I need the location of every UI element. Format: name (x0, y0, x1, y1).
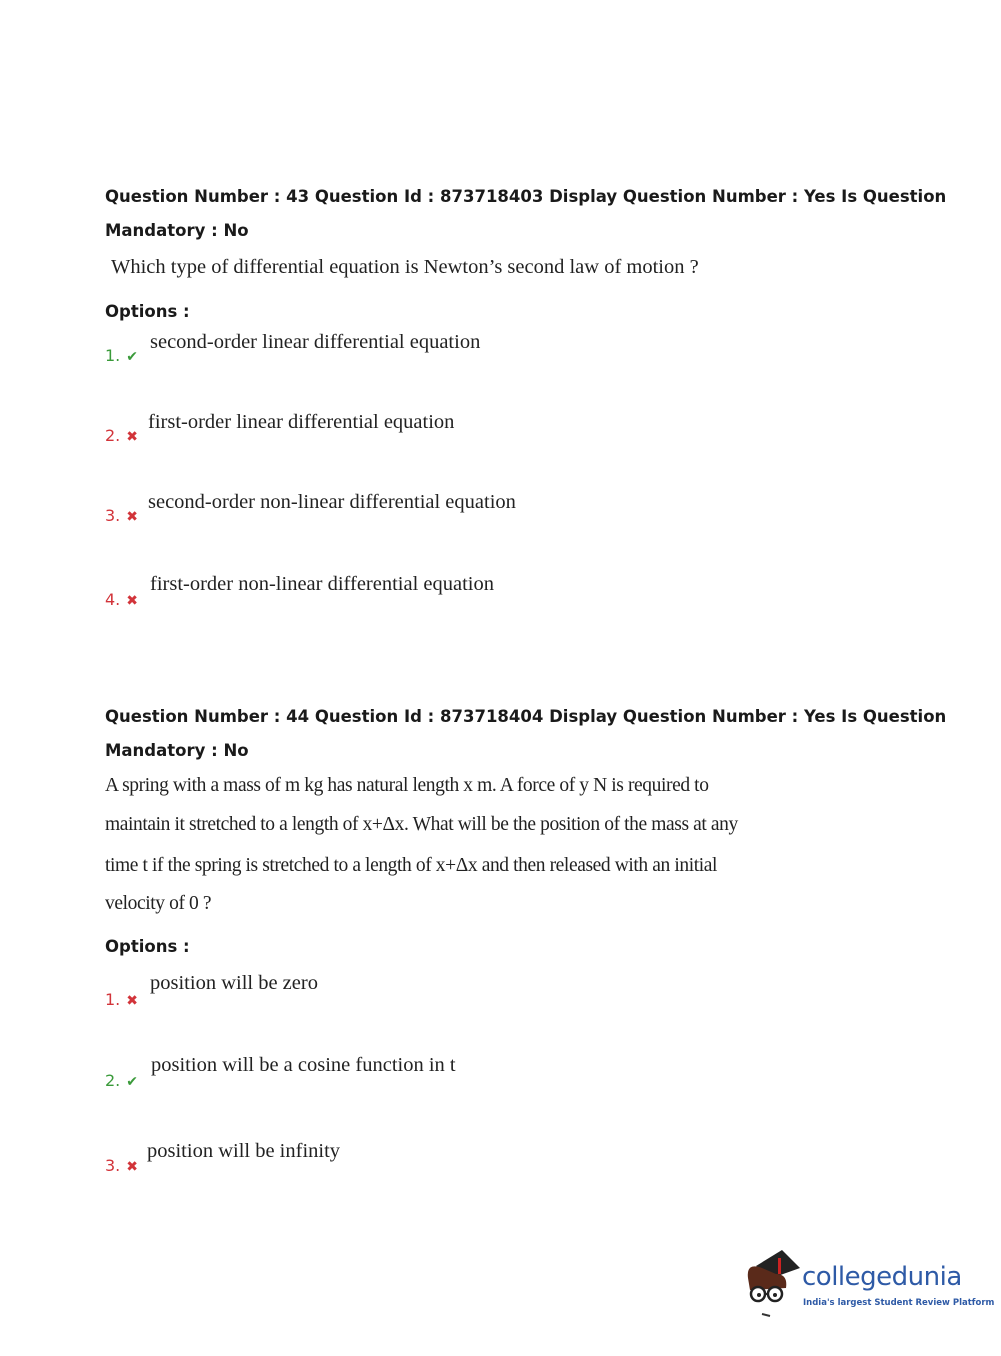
question-header: Question Number : 43 Question Id : 873718403 Display Question Number : Yes Is Question (105, 187, 947, 206)
collegedunia-logo (742, 1248, 995, 1323)
cross-icon: ✖ (126, 1159, 138, 1175)
logo-brand: collegedunia (802, 1262, 962, 1292)
option-text: first-order linear differential equation (148, 411, 455, 433)
cross-icon: ✖ (126, 509, 138, 525)
question-mandatory: Mandatory : No (105, 741, 249, 760)
question-text-line: A spring with a mass of m kg has natural length x m. A force of y N is required to (105, 775, 709, 796)
option-text: second-order linear differential equation (150, 331, 481, 353)
option-text: first-order non-linear differential equation (150, 573, 494, 595)
option-number: 1. ✔ (105, 346, 138, 365)
check-icon: ✔ (126, 349, 138, 365)
cross-icon: ✖ (126, 993, 138, 1009)
option-number: 3. ✖ (105, 506, 138, 525)
check-icon: ✔ (126, 1074, 138, 1090)
question-text-line: velocity of 0 ? (105, 893, 212, 914)
options-label: Options : (105, 302, 190, 321)
question-text-line: time t if the spring is stretched to a length of x+Δx and then released with an initial (105, 855, 718, 876)
cross-icon: ✖ (126, 593, 138, 609)
question-text: Which type of differential equation is Newton’s second law of motion ? (111, 256, 699, 278)
option-number: 3. ✖ (105, 1156, 138, 1175)
options-label: Options : (105, 937, 190, 956)
option-text: second-order non-linear differential equation (148, 491, 516, 513)
question-mandatory: Mandatory : No (105, 221, 249, 240)
option-text: position will be a cosine function in t (151, 1054, 456, 1076)
question-header: Question Number : 44 Question Id : 873718404 Display Question Number : Yes Is Question (105, 707, 947, 726)
option-number: 2. ✔ (105, 1071, 138, 1090)
cross-icon: ✖ (126, 429, 138, 445)
mascot-icon (742, 1248, 804, 1318)
question-text-line: maintain it stretched to a length of x+Δx. What will be the position of the mass at any (105, 814, 738, 835)
option-number: 1. ✖ (105, 990, 138, 1009)
option-text: position will be infinity (147, 1140, 341, 1162)
logo-tagline: India's largest Student Review Platform (803, 1298, 995, 1308)
option-number: 4. ✖ (105, 590, 138, 609)
option-text: position will be zero (150, 972, 318, 994)
option-number: 2. ✖ (105, 426, 138, 445)
